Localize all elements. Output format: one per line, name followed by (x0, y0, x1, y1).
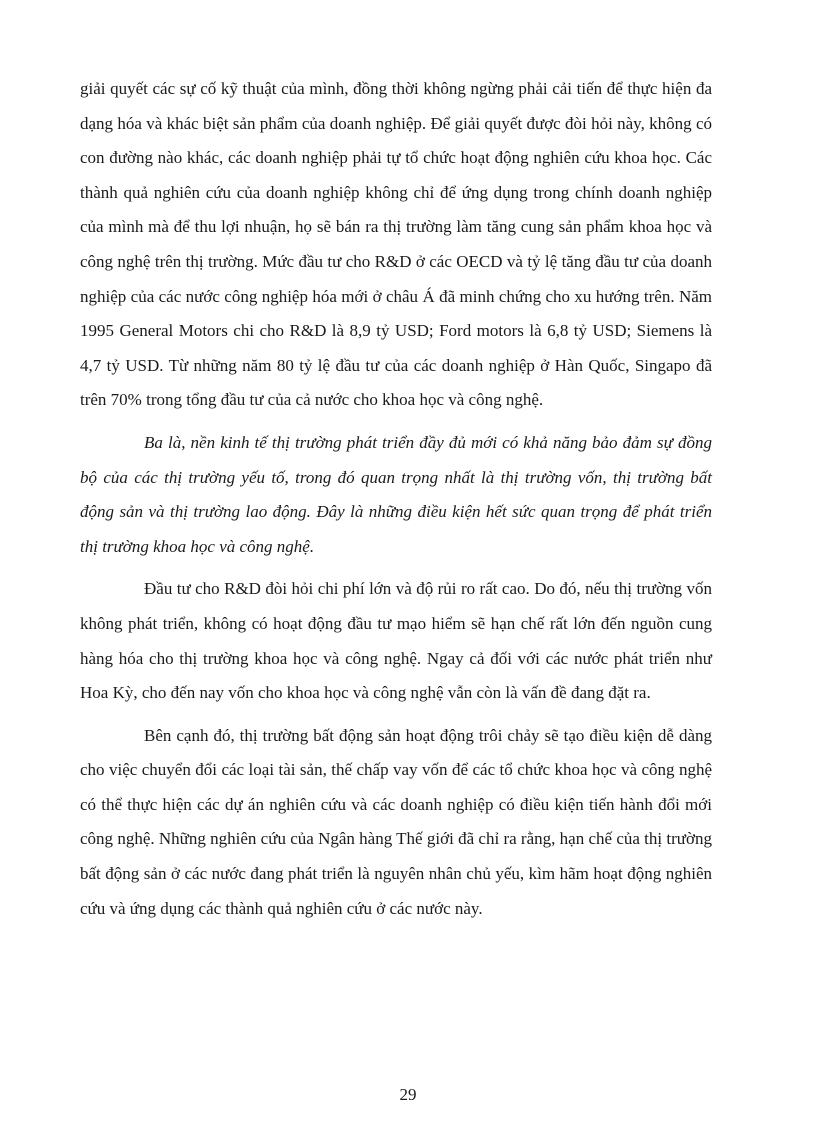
page-number: 29 (399, 1085, 417, 1104)
paragraph-dau-tu: Đầu tư cho R&D đòi hỏi chi phí lớn và độ rủi ro rất cao. Do đó, nếu thị trường vốn không phát triển, không có hoạt động đầu tư mạo hiểm sẽ hạn chế rất lớn đến nguồn cung hàng hóa cho thị trường khoa học và công nghệ. Ngay cả đối với các nước phát triển như Hoa Kỳ, cho đến nay vốn cho khoa học và công nghệ vẫn còn là vấn đề đang đặt ra. (80, 579, 712, 703)
paragraph-ba-la: Ba là, nền kinh tế thị trường phát triển đầy đủ mới có khả năng bảo đảm sự đồng bộ của các thị trường yếu tố, trong đó quan trọng nhất là thị trường vốn, thị trường bất động sản và thị trường lao động. Đây là những điều kiện hết sức quan trọng để phát triển thị trường khoa học và công nghệ. (80, 432, 712, 556)
paragraph-continuation: giải quyết các sự cố kỹ thuật của mình, đồng thời không ngừng phải cải tiến để thực hiện đa dạng hóa và khác biệt sản phẩm của doanh nghiệp. Để giải quyết được đòi hỏi này, không có con đường nào khác, các doanh nghiệp phải tự tổ chức hoạt động nghiên cứu khoa học. Các thành quả nghiên cứu của doanh nghiệp không chỉ để ứng dụng trong chính doanh nghiệp của mình mà để thu lợi nhuận, họ sẽ bán ra thị trường làm tăng cung sản phẩm khoa học và công nghệ trên thị trường. Mức đầu tư cho R&D ở các OECD và tỷ lệ tăng đầu tư của doanh nghiệp của các nước công nghiệp hóa mới ở châu Á đã minh chứng cho xu hướng trên. Năm 1995 General Motors chi cho R&D là 8,9 tỷ USD; Ford motors là 6,8 tỷ USD; Siemens là 4,7 tỷ USD. Từ những năm 80 tỷ lệ đầu tư của các doanh nghiệp ở Hàn Quốc, Singapo đã trên 70% trong tổng đầu tư của cả nước cho khoa học và công nghệ. (80, 79, 712, 410)
paragraph-ben-canh: Bên cạnh đó, thị trường bất động sản hoạt động trôi chảy sẽ tạo điều kiện dễ dàng cho việc chuyển đổi các loại tài sản, thế chấp vay vốn để các tổ chức khoa học và công nghệ có thể thực hiện các dự án nghiên cứu và các doanh nghiệp có điều kiện tiến hành đổi mới công nghệ. Những nghiên cứu của Ngân hàng Thế giới đã chỉ ra rằng, hạn chế của thị trường bất động sản ở các nước đang phát triển là nguyên nhân chủ yếu, kìm hãm hoạt động nghiên cứu và ứng dụng các thành quả nghiên cứu ở các nước này. (80, 725, 712, 918)
document-body (80, 72, 712, 926)
